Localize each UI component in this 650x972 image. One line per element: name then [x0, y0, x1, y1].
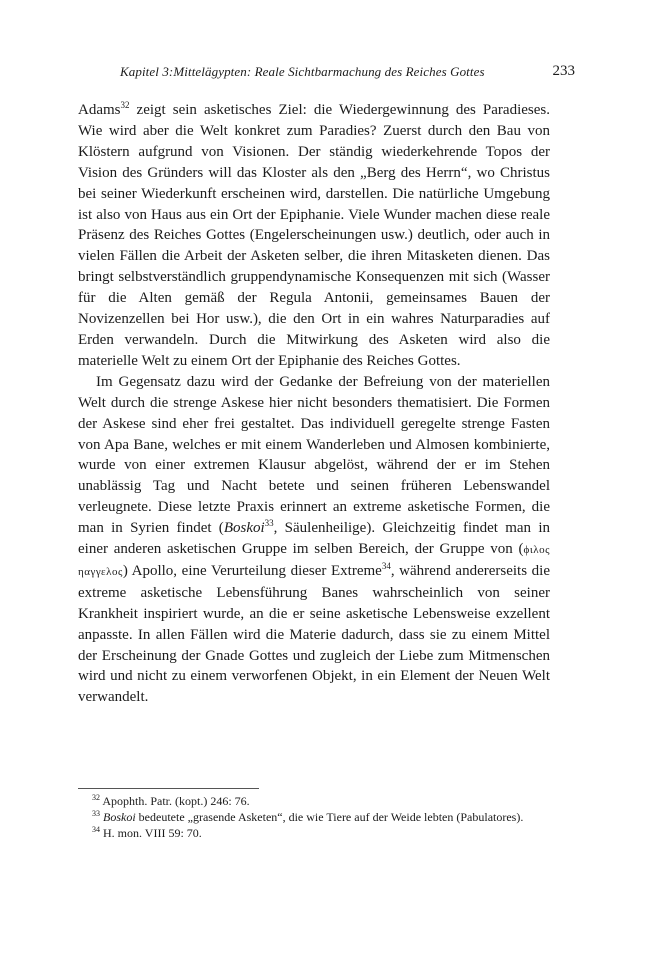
running-title: Kapitel 3:Mittelägypten: Reale Sichtbarmachung des Reiches Gottes	[120, 64, 485, 79]
footnote-32	[78, 794, 550, 810]
paragraph-2-part-3: ) Apollo, eine Verurteilung dieser Extreme	[122, 562, 382, 579]
paragraph-2-part-1: Im Gegensatz dazu wird der Gedanke der Befreiung von der materiellen Welt durch die strenge Askese hier nicht besonders thematisiert. Die Formen der Askese sind eher frei gestaltet. Das individuell geregelte strenge Fasten von Apa Bane, welches er mit einem Wanderleben und Almosen kombinierte, wurde von einer extremen Klausur abgelöst, während der er im Stehen unablässig Tag und Nacht betete und seinen früheren Lebenswandel verleugnete. Diese letzte Praxis erinnert an extreme asketische Formen, die man in Syrien findet (	[78, 373, 550, 537]
page-number: 233	[552, 63, 575, 79]
paragraph-1-rest: zeigt sein asketisches Ziel: die Wiedergewinnung des Paradieses. Wie wird aber die Welt konkret zum Paradies? Zuerst durch den Bau von Klöstern aufgrund von Visionen. Der ständig wiederkehrende Topos der Vision des Gründers will das Kloster als den „Berg des Herrn“, wo Christus bei seiner Wiederkunft erscheinen wird, darstellen. Die natürliche Umgebung ist also von Haus aus ein Ort der Epiphanie. Viele Wunder machen diese reale Präsenz des Reiches Gottes (Engelerscheinungen usw.) deutlich, oder auch in vielen Fällen die Arbeit der Asketen selber, die ihren Mitasketen dienen. Das bringt selbstverständlich gruppendynamische Konsequenzen mit sich (Wasser für die Alten gemäß der Regula Antonii, gemeinsames Bauen der Novizenzellen bei Hor usw.), die den Ort in ein wahres Naturparadies auf Erden verwandeln. Durch die Mitwirkung des Asketen wird also die materielle Welt zu einem Ort der Epiphanie des Reiches Gottes.	[78, 102, 550, 369]
page-header	[120, 64, 575, 84]
paragraph-2-part-2: , Säulenheilige). Gleichzeitig findet man in einer anderen asketischen Gruppe im selben Bereich, der Gruppe von (	[78, 520, 551, 558]
footnote-text: Apophth. Patr. (kopt.) 246: 76.	[100, 794, 250, 808]
footnote-ref-33[interactable]: 33	[264, 518, 274, 529]
footnote-term: Boskoi	[103, 809, 136, 824]
paragraph-2-part-4: , während andererseits die extreme asketische Lebensführung Banes wahrscheinlich von seiner Krankheit inspiriert wurde, an die er seine asketische Lebensweise exzellent anpasste. In allen Fällen wird die Materie dadurch, dass sie zu einem Mittel der Erscheinung der Gnade Gottes und zugleich der Liebe zum Mitmenschen wird und nicht zu einem verworfenen Objekt, in ein Element der Neuen Welt verwandelt.	[78, 562, 550, 706]
coptic-phrase: ϕιλος ηαγγελος	[78, 544, 550, 578]
footnote-ref-32[interactable]: 32	[120, 100, 130, 110]
footnote-text: bedeutete „grasende Asketen“, die wie Tiere auf der Weide lebten (Pabulatores).	[135, 809, 524, 824]
footnote-number: 32	[92, 793, 100, 802]
paragraph-2	[78, 372, 550, 709]
paragraph-1-start: Adams	[78, 102, 121, 118]
footnote-33	[78, 810, 550, 826]
footnote-number: 34	[92, 824, 100, 834]
footnotes	[78, 794, 550, 841]
main-text	[78, 100, 550, 708]
footnote-ref-34[interactable]: 34	[381, 560, 391, 571]
footnote-number: 33	[92, 808, 100, 818]
footnote-divider	[78, 788, 259, 789]
footnote-34	[78, 826, 550, 842]
boskoi-term: Boskoi	[223, 520, 265, 537]
footnote-text: H. mon. VIII 59: 70.	[100, 825, 202, 840]
paragraph-1	[78, 100, 550, 372]
